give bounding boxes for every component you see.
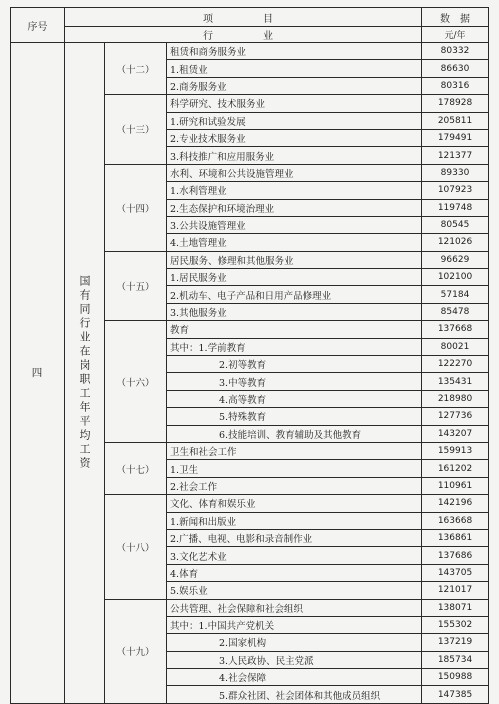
item-header: 项 目 bbox=[65, 8, 422, 27]
industry-name: 3.文化艺术业 bbox=[167, 547, 422, 564]
industry-name: 水利、环境和公共设施管理业 bbox=[167, 164, 422, 181]
wage-value: 110961 bbox=[422, 477, 489, 494]
wage-value: 150988 bbox=[422, 669, 489, 686]
group-label: （十二） bbox=[105, 43, 167, 95]
industry-name: 公共管理、社会保障和社会组织 bbox=[167, 599, 422, 616]
wage-value: 185734 bbox=[422, 651, 489, 668]
industry-name: 3.其他服务业 bbox=[167, 303, 422, 320]
industry-name: 租赁和商务服务业 bbox=[167, 43, 422, 60]
industry-name: 2.广播、电视、电影和录音制作业 bbox=[167, 529, 422, 546]
group-label: （十三） bbox=[105, 95, 167, 165]
wage-value: 142196 bbox=[422, 495, 489, 512]
industry-name: 2.机动车、电子产品和日用产品修理业 bbox=[167, 286, 422, 303]
industry-name: 4.体育 bbox=[167, 564, 422, 581]
industry-name: 教育 bbox=[167, 321, 422, 338]
unit-label: 元/年 bbox=[422, 27, 489, 43]
subheader-row bbox=[11, 27, 489, 43]
industry-name: 5.特殊教育 bbox=[167, 408, 422, 425]
industry-name: 2.国家机构 bbox=[167, 634, 422, 651]
wage-value: 86630 bbox=[422, 60, 489, 77]
table-row bbox=[11, 43, 489, 60]
wage-value: 179491 bbox=[422, 129, 489, 146]
industry-name: 2.初等教育 bbox=[167, 356, 422, 373]
document-page bbox=[10, 7, 488, 702]
industry-name: 1.居民服务业 bbox=[167, 269, 422, 286]
industry-name: 卫生和社会工作 bbox=[167, 442, 422, 459]
industry-name: 1.租赁业 bbox=[167, 60, 422, 77]
industry-name: 1.水利管理业 bbox=[167, 182, 422, 199]
industry-name: 4.高等教育 bbox=[167, 390, 422, 407]
wage-value: 218980 bbox=[422, 390, 489, 407]
industry-name: 其中：1.学前教育 bbox=[167, 338, 422, 355]
wage-value: 205811 bbox=[422, 112, 489, 129]
group-label: （十七） bbox=[105, 442, 167, 494]
wage-value: 80021 bbox=[422, 338, 489, 355]
group-label: （十四） bbox=[105, 164, 167, 251]
wage-table-body bbox=[11, 8, 489, 704]
wage-value: 80332 bbox=[422, 43, 489, 60]
data-header: 数 据 bbox=[422, 8, 489, 27]
industry-name: 4.社会保障 bbox=[167, 669, 422, 686]
industry-name: 科学研究、技术服务业 bbox=[167, 95, 422, 112]
industry-name: 1.新闻和出版业 bbox=[167, 512, 422, 529]
industry-name: 2.生态保护和环境治理业 bbox=[167, 199, 422, 216]
group-label: （十五） bbox=[105, 251, 167, 321]
section-index: 四 bbox=[11, 43, 65, 704]
wage-value: 107923 bbox=[422, 182, 489, 199]
industry-name: 3.科技推广和应用服务业 bbox=[167, 147, 422, 164]
industry-name: 2.社会工作 bbox=[167, 477, 422, 494]
industry-name: 2.专业技术服务业 bbox=[167, 129, 422, 146]
wage-value: 127736 bbox=[422, 408, 489, 425]
industry-name: 3.中等教育 bbox=[167, 373, 422, 390]
wage-value: 138071 bbox=[422, 599, 489, 616]
wage-value: 137686 bbox=[422, 547, 489, 564]
industry-name: 其中：1.中国共产党机关 bbox=[167, 616, 422, 633]
wage-value: 122270 bbox=[422, 356, 489, 373]
industry-name: 文化、体育和娱乐业 bbox=[167, 495, 422, 512]
industry-name: 1.研究和试验发展 bbox=[167, 112, 422, 129]
wage-value: 121017 bbox=[422, 582, 489, 599]
wage-value: 80545 bbox=[422, 216, 489, 233]
industry-name: 3.人民政协、民主党派 bbox=[167, 651, 422, 668]
index-header: 序号 bbox=[11, 8, 65, 43]
wage-value: 96629 bbox=[422, 251, 489, 268]
wage-value: 121377 bbox=[422, 147, 489, 164]
wage-value: 102100 bbox=[422, 269, 489, 286]
wage-value: 89330 bbox=[422, 164, 489, 181]
wage-value: 57184 bbox=[422, 286, 489, 303]
wage-value: 119748 bbox=[422, 199, 489, 216]
wage-value: 137668 bbox=[422, 321, 489, 338]
wage-table bbox=[10, 7, 489, 704]
wage-value: 147385 bbox=[422, 686, 489, 703]
wage-value: 137219 bbox=[422, 634, 489, 651]
wage-value: 159913 bbox=[422, 442, 489, 459]
wage-value: 136861 bbox=[422, 529, 489, 546]
industry-name: 6.技能培训、教育辅助及其他教育 bbox=[167, 425, 422, 442]
section-label-cell bbox=[65, 43, 105, 704]
wage-value: 161202 bbox=[422, 460, 489, 477]
group-label: （十六） bbox=[105, 321, 167, 443]
industry-name: 5.群众社团、社会团体和其他成员组织 bbox=[167, 686, 422, 703]
industry-name: 4.土地管理业 bbox=[167, 234, 422, 251]
header-row bbox=[11, 8, 489, 27]
industry-name: 1.卫生 bbox=[167, 460, 422, 477]
wage-value: 121026 bbox=[422, 234, 489, 251]
wage-value: 135431 bbox=[422, 373, 489, 390]
section-label: 国有同行业在岗职工年平均工资 bbox=[78, 274, 91, 471]
wage-value: 163668 bbox=[422, 512, 489, 529]
wage-value: 80316 bbox=[422, 77, 489, 94]
industry-subheader: 行 业 bbox=[65, 27, 422, 43]
wage-value: 85478 bbox=[422, 303, 489, 320]
group-label: （十八） bbox=[105, 495, 167, 599]
industry-name: 居民服务、修理和其他服务业 bbox=[167, 251, 422, 268]
group-label: （十九） bbox=[105, 599, 167, 703]
industry-name: 2.商务服务业 bbox=[167, 77, 422, 94]
wage-value: 143207 bbox=[422, 425, 489, 442]
wage-value: 143705 bbox=[422, 564, 489, 581]
industry-name: 3.公共设施管理业 bbox=[167, 216, 422, 233]
wage-value: 155302 bbox=[422, 616, 489, 633]
wage-value: 178928 bbox=[422, 95, 489, 112]
industry-name: 5.娱乐业 bbox=[167, 582, 422, 599]
